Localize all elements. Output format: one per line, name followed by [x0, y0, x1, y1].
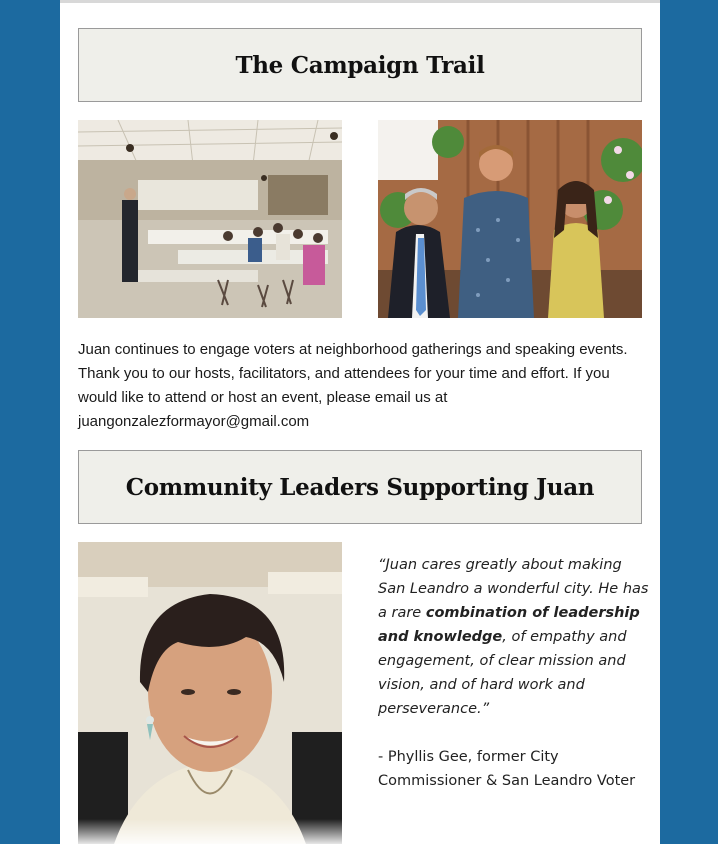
campaign-trail-body: Juan continues to engage voters at neighborhood gatherings and speaking events. Thank you to our hosts, facilitators, and attendees for your time and effort. If you would like to attend or host an event, please email us at juangonzalezformayor@gmail.com: [78, 341, 628, 430]
endorsement-attribution: - Phyllis Gee, former City Commissioner & San Leandro Voter: [378, 749, 636, 789]
quote-bold-text: combination of leadership and knowledge: [378, 605, 640, 645]
supporters-group-photo: [378, 120, 642, 318]
community-leaders-title: Community Leaders Supporting Juan: [125, 473, 595, 501]
hall-gathering-photo: [78, 120, 342, 318]
phyllis-gee-portrait: [78, 542, 342, 844]
campaign-trail-title: The Campaign Trail: [235, 51, 485, 79]
community-leaders-header: [78, 450, 642, 524]
campaign-trail-header: [78, 28, 642, 102]
page-bottom-fade: [60, 819, 660, 844]
endorsement-quote: [378, 553, 653, 721]
quote-text-start: “Juan cares greatly about making San Leandro a wonderful city. He has a rare: [378, 557, 649, 621]
quote-text-end: , of empathy and engagement, of clear mission and vision, and of hard work and perseverance.”: [378, 629, 627, 717]
newsletter-page: [60, 0, 660, 844]
